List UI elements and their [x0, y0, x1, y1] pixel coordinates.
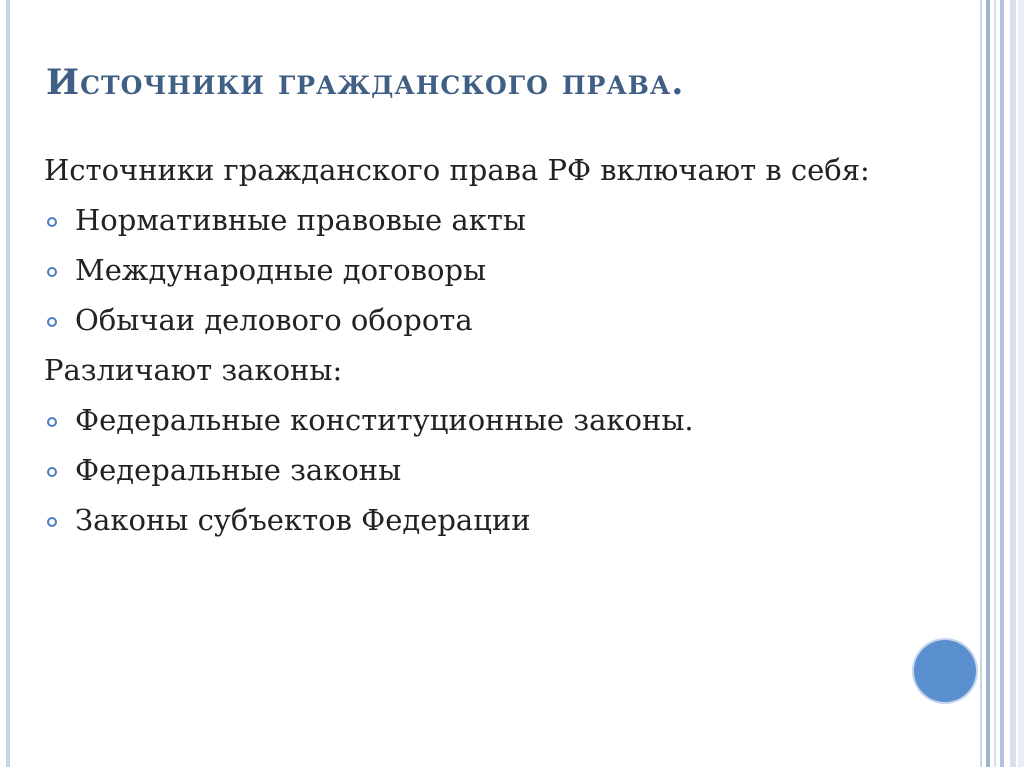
right-stripe-decoration	[1000, 0, 1004, 767]
list-item	[44, 448, 884, 493]
right-stripe-decoration	[980, 0, 982, 767]
right-stripe-decoration	[994, 0, 996, 767]
list-item-label: Нормативные правовые акты	[75, 203, 526, 237]
list-item-label: Международные договоры	[75, 253, 487, 287]
bullet-icon	[47, 317, 57, 327]
list-item-label: Законы субъектов Федерации	[75, 503, 531, 537]
list-item-label: Федеральные законы	[75, 453, 402, 487]
right-stripe-decoration	[986, 0, 990, 767]
list-item	[44, 248, 884, 293]
list-item	[44, 298, 884, 343]
blue-circle-decoration-icon	[914, 640, 976, 702]
list-item-label: Федеральные конституционные законы.	[75, 403, 694, 437]
left-border-decoration	[6, 0, 10, 767]
slide-title: Источники гражданского права.	[46, 62, 685, 103]
bullet-icon	[47, 517, 57, 527]
intro-text: Источники гражданского права РФ включают в себя:	[44, 153, 870, 187]
list-item	[44, 498, 884, 543]
list-item	[44, 398, 884, 443]
bullet-icon	[47, 417, 57, 427]
slide-body	[44, 148, 884, 548]
list-item-label: Обычаи делового оборота	[75, 303, 473, 337]
right-stripe-decoration	[1018, 0, 1024, 767]
laws-heading: Различают законы:	[44, 353, 343, 387]
bullet-icon	[47, 467, 57, 477]
list-item	[44, 198, 884, 243]
right-stripe-decoration	[1010, 0, 1016, 767]
bullet-icon	[47, 267, 57, 277]
bullet-icon	[47, 217, 57, 227]
